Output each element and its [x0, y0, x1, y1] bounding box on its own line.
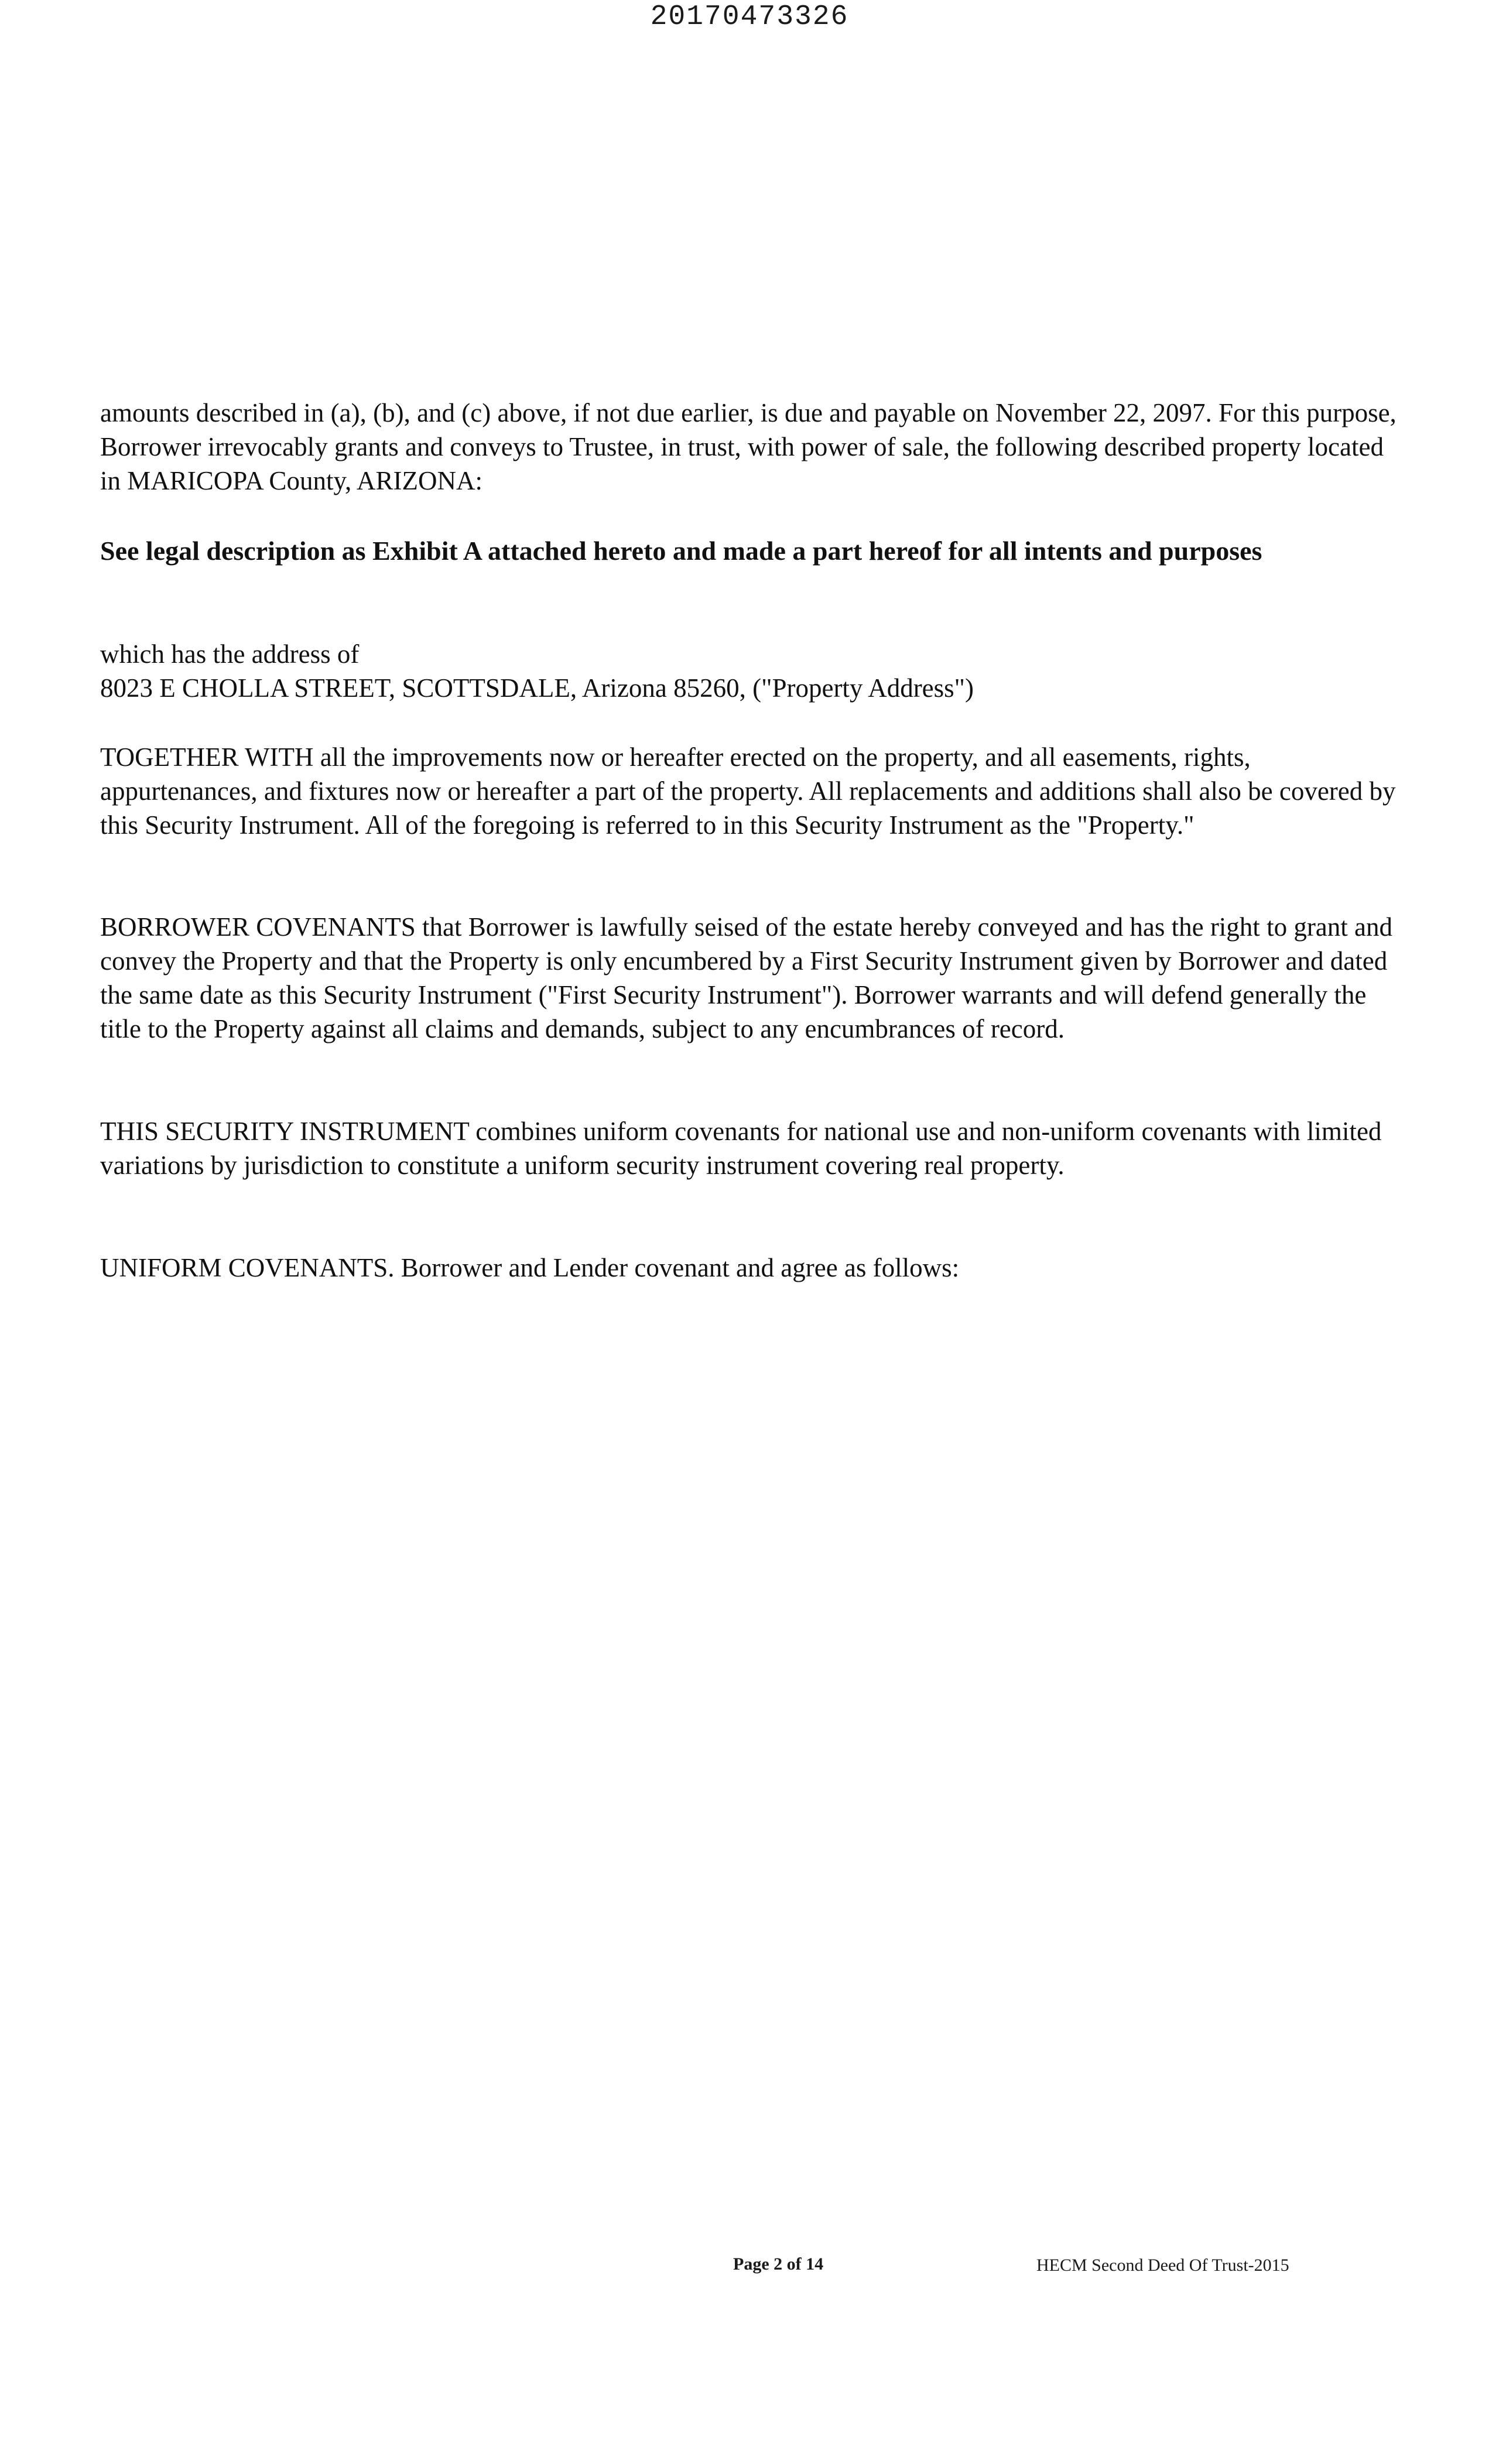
paragraph-borrower-covenants: BORROWER COVENANTS that Borrower is lawfully seised of the estate hereby conveyed and has the right to grant and convey the Property and that the Property is only encumbered by a First Security Instrument given by Borrower and dated the same date as this Security Instrument ("First Security Instrument"). Borrower warrants and will defend generally the title to the Property against all claims and demands, subject to any encumbrances of record. [100, 912, 1392, 1043]
paragraph-security-instrument: THIS SECURITY INSTRUMENT combines uniform covenants for national use and non-uniform covenants with limited variations by jurisdiction to constitute a uniform security instrument covering real property. [100, 1117, 1382, 1180]
document-number: 20170473326 [650, 1, 849, 33]
paragraph-maturity-and-grant: amounts described in (a), (b), and (c) above, if not due earlier, is due and payable on November 22, 2097. For this purpose, Borrower irrevocably grants and conveys to Trustee, in trust, with power of sale, the following described property located in MARICOPA County, ARIZONA: [100, 398, 1397, 495]
paragraph-uniform-covenants: UNIFORM COVENANTS. Borrower and Lender covenant and agree as follows: [100, 1253, 960, 1282]
property-address-block [100, 637, 1406, 705]
paragraph-together-with: TOGETHER WITH all the improvements now or hereafter erected on the property, and all easements, rights, appurtenances, and fixtures now or hereafter a part of the property. All replacements and additions shall also be covered by this Security Instrument. All of the foregoing is referred to in this Security Instrument as the "Property." [100, 742, 1396, 840]
page-number: Page 2 of 14 [733, 2254, 824, 2274]
legal-description: See legal description as Exhibit A attached hereto and made a part hereof for all intents and purposes [100, 536, 1262, 566]
address-intro: which has the address of [100, 639, 360, 669]
form-name: HECM Second Deed Of Trust-2015 [1036, 2256, 1289, 2275]
property-address: 8023 E CHOLLA STREET, SCOTTSDALE, Arizona 85260, ("Property Address") [100, 673, 974, 703]
